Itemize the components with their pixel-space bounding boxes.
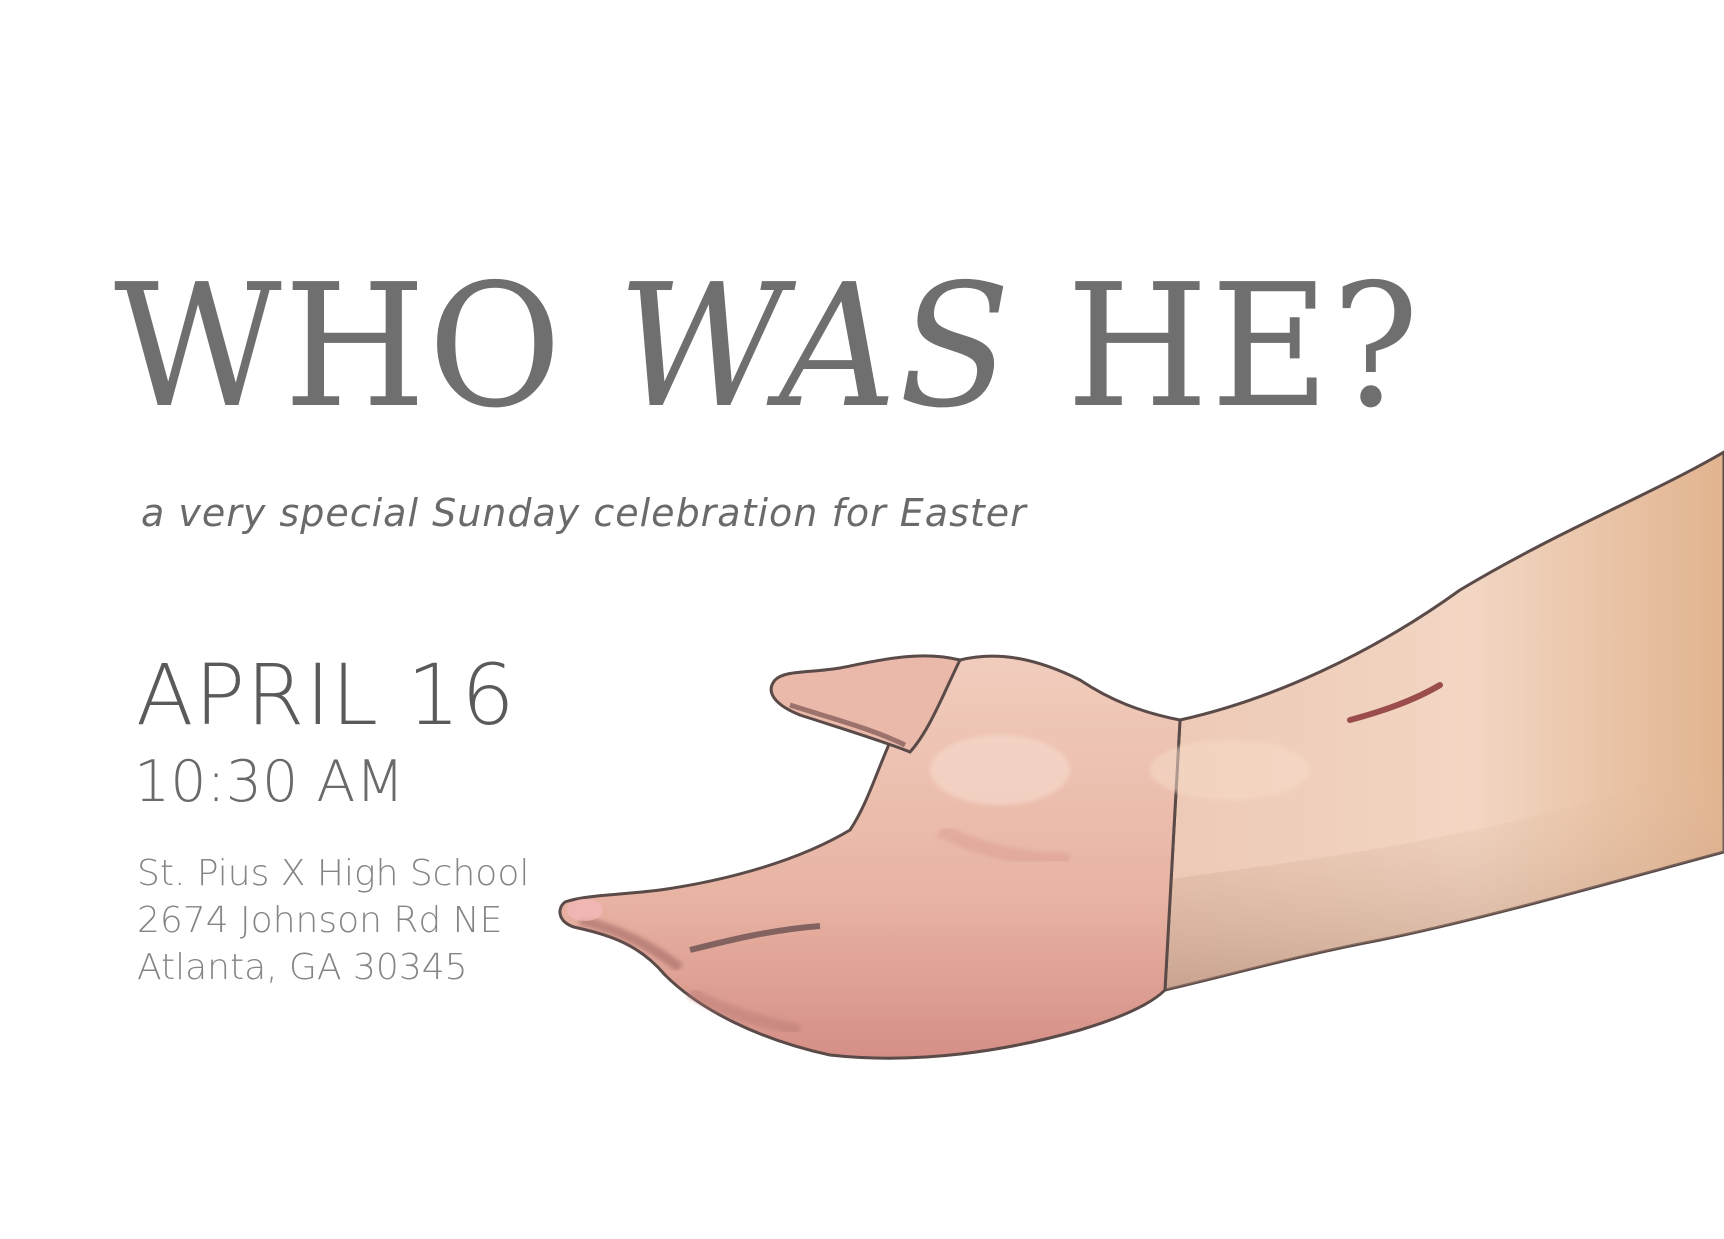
venue-address <box>137 850 529 991</box>
headline-word-he: HE? <box>1066 248 1421 446</box>
venue-name: St. Pius X High School <box>137 853 530 894</box>
tagline: a very special Sunday celebration for Easter <box>141 491 1027 535</box>
venue-city: Atlanta, GA 30345 <box>137 947 468 988</box>
event-time: 10:30 AM <box>134 749 405 815</box>
headline-word-who: WHO <box>114 248 564 446</box>
headline-word-was: WAS <box>617 248 1013 446</box>
event-date: APRIL 16 <box>136 646 516 744</box>
venue-street: 2674 Johnson Rd NE <box>137 900 503 941</box>
headline <box>114 248 1421 446</box>
